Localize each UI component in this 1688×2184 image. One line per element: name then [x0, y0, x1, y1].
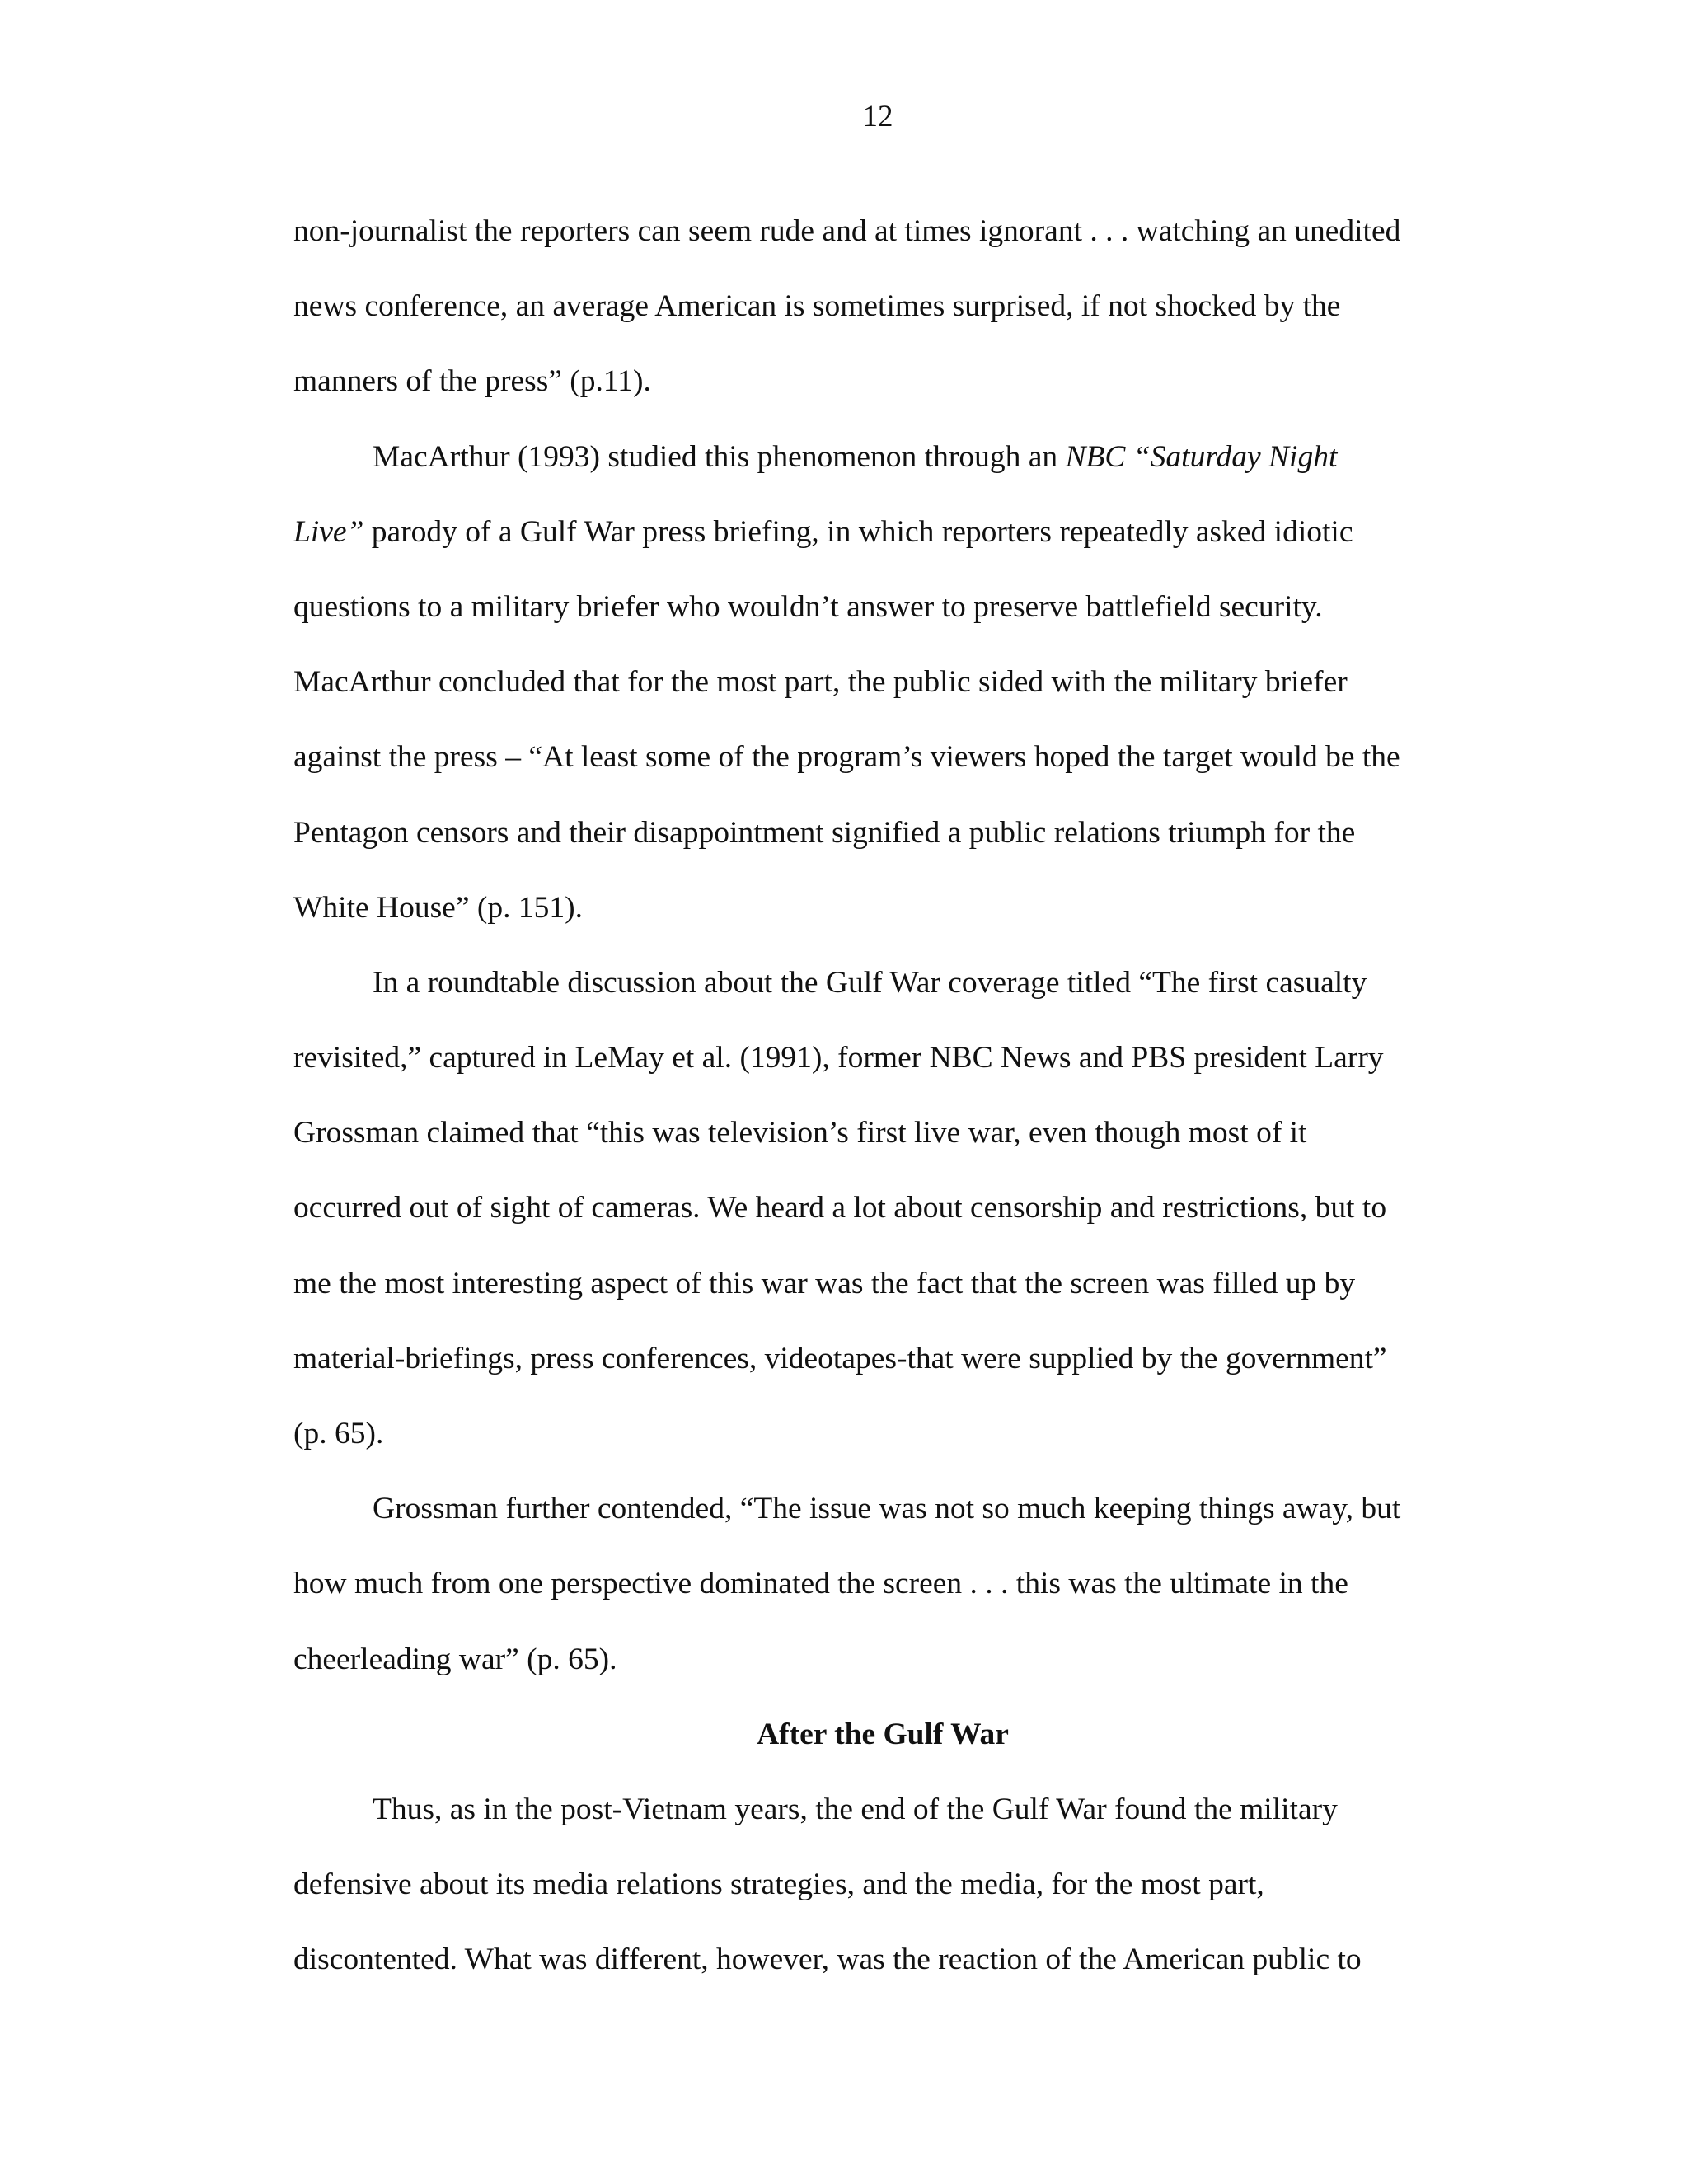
text-line: Grossman claimed that “this was television’s first live war, even though most of it [293, 1116, 1307, 1151]
text-line: me the most interesting aspect of this war was the fact that the screen was filled up by [293, 1266, 1356, 1301]
text-run: parody of a Gulf War press briefing, in which reporters repeatedly asked idiotic [363, 514, 1353, 549]
text-line: MacArthur concluded that for the most part, the public sided with the military briefer [293, 665, 1348, 700]
text-line: discontented. What was different, however, was the reaction of the American public to [293, 1943, 1362, 1977]
text-line: how much from one perspective dominated the screen . . . this was the ultimate in the [293, 1567, 1348, 1601]
text-line: news conference, an average American is sometimes surprised, if not shocked by the [293, 289, 1341, 324]
body-text [293, 194, 1480, 1998]
text-line [293, 494, 1480, 569]
paragraph-start-line: In a roundtable discussion about the Gulf War coverage titled “The first casualty [373, 965, 1367, 1000]
text-line: defensive about its media relations strategies, and the media, for the most part, [293, 1868, 1264, 1902]
text-line: White House” (p. 151). [293, 890, 583, 925]
text-line: manners of the press” (p.11). [293, 364, 651, 399]
section-heading: After the Gulf War [757, 1717, 1009, 1751]
italic-title-run: Live” [293, 514, 364, 549]
paragraph-start-line: Thus, as in the post-Vietnam years, the end of the Gulf War found the military [373, 1792, 1338, 1826]
paragraph-start-line: Grossman further contended, “The issue was not so much keeping things away, but [373, 1492, 1401, 1526]
text-line: against the press – “At least some of the program’s viewers hoped the target would be the [293, 740, 1400, 775]
text-line: questions to a military briefer who wouldn’t answer to preserve battlefield security. [293, 589, 1323, 624]
text-line: non-journalist the reporters can seem rude and at times ignorant . . . watching an unedited [293, 214, 1401, 248]
text-line: occurred out of sight of cameras. We heard a lot about censorship and restrictions, but to [293, 1191, 1387, 1226]
italic-title-run: NBC “Saturday Night [1065, 439, 1338, 474]
paragraph-start-line [293, 419, 1480, 494]
text-line: Pentagon censors and their disappointment signified a public relations triumph for the [293, 815, 1356, 850]
text-line: cheerleading war” (p. 65). [293, 1642, 617, 1676]
page-number: 12 [862, 100, 893, 134]
text-line: revisited,” captured in LeMay et al. (1991), former NBC News and PBS president Larry [293, 1041, 1384, 1076]
text-line: (p. 65). [293, 1417, 384, 1451]
text-run: MacArthur (1993) studied this phenomenon through an [373, 439, 1066, 474]
text-line: material-briefings, press conferences, videotapes-that were supplied by the government” [293, 1341, 1387, 1376]
